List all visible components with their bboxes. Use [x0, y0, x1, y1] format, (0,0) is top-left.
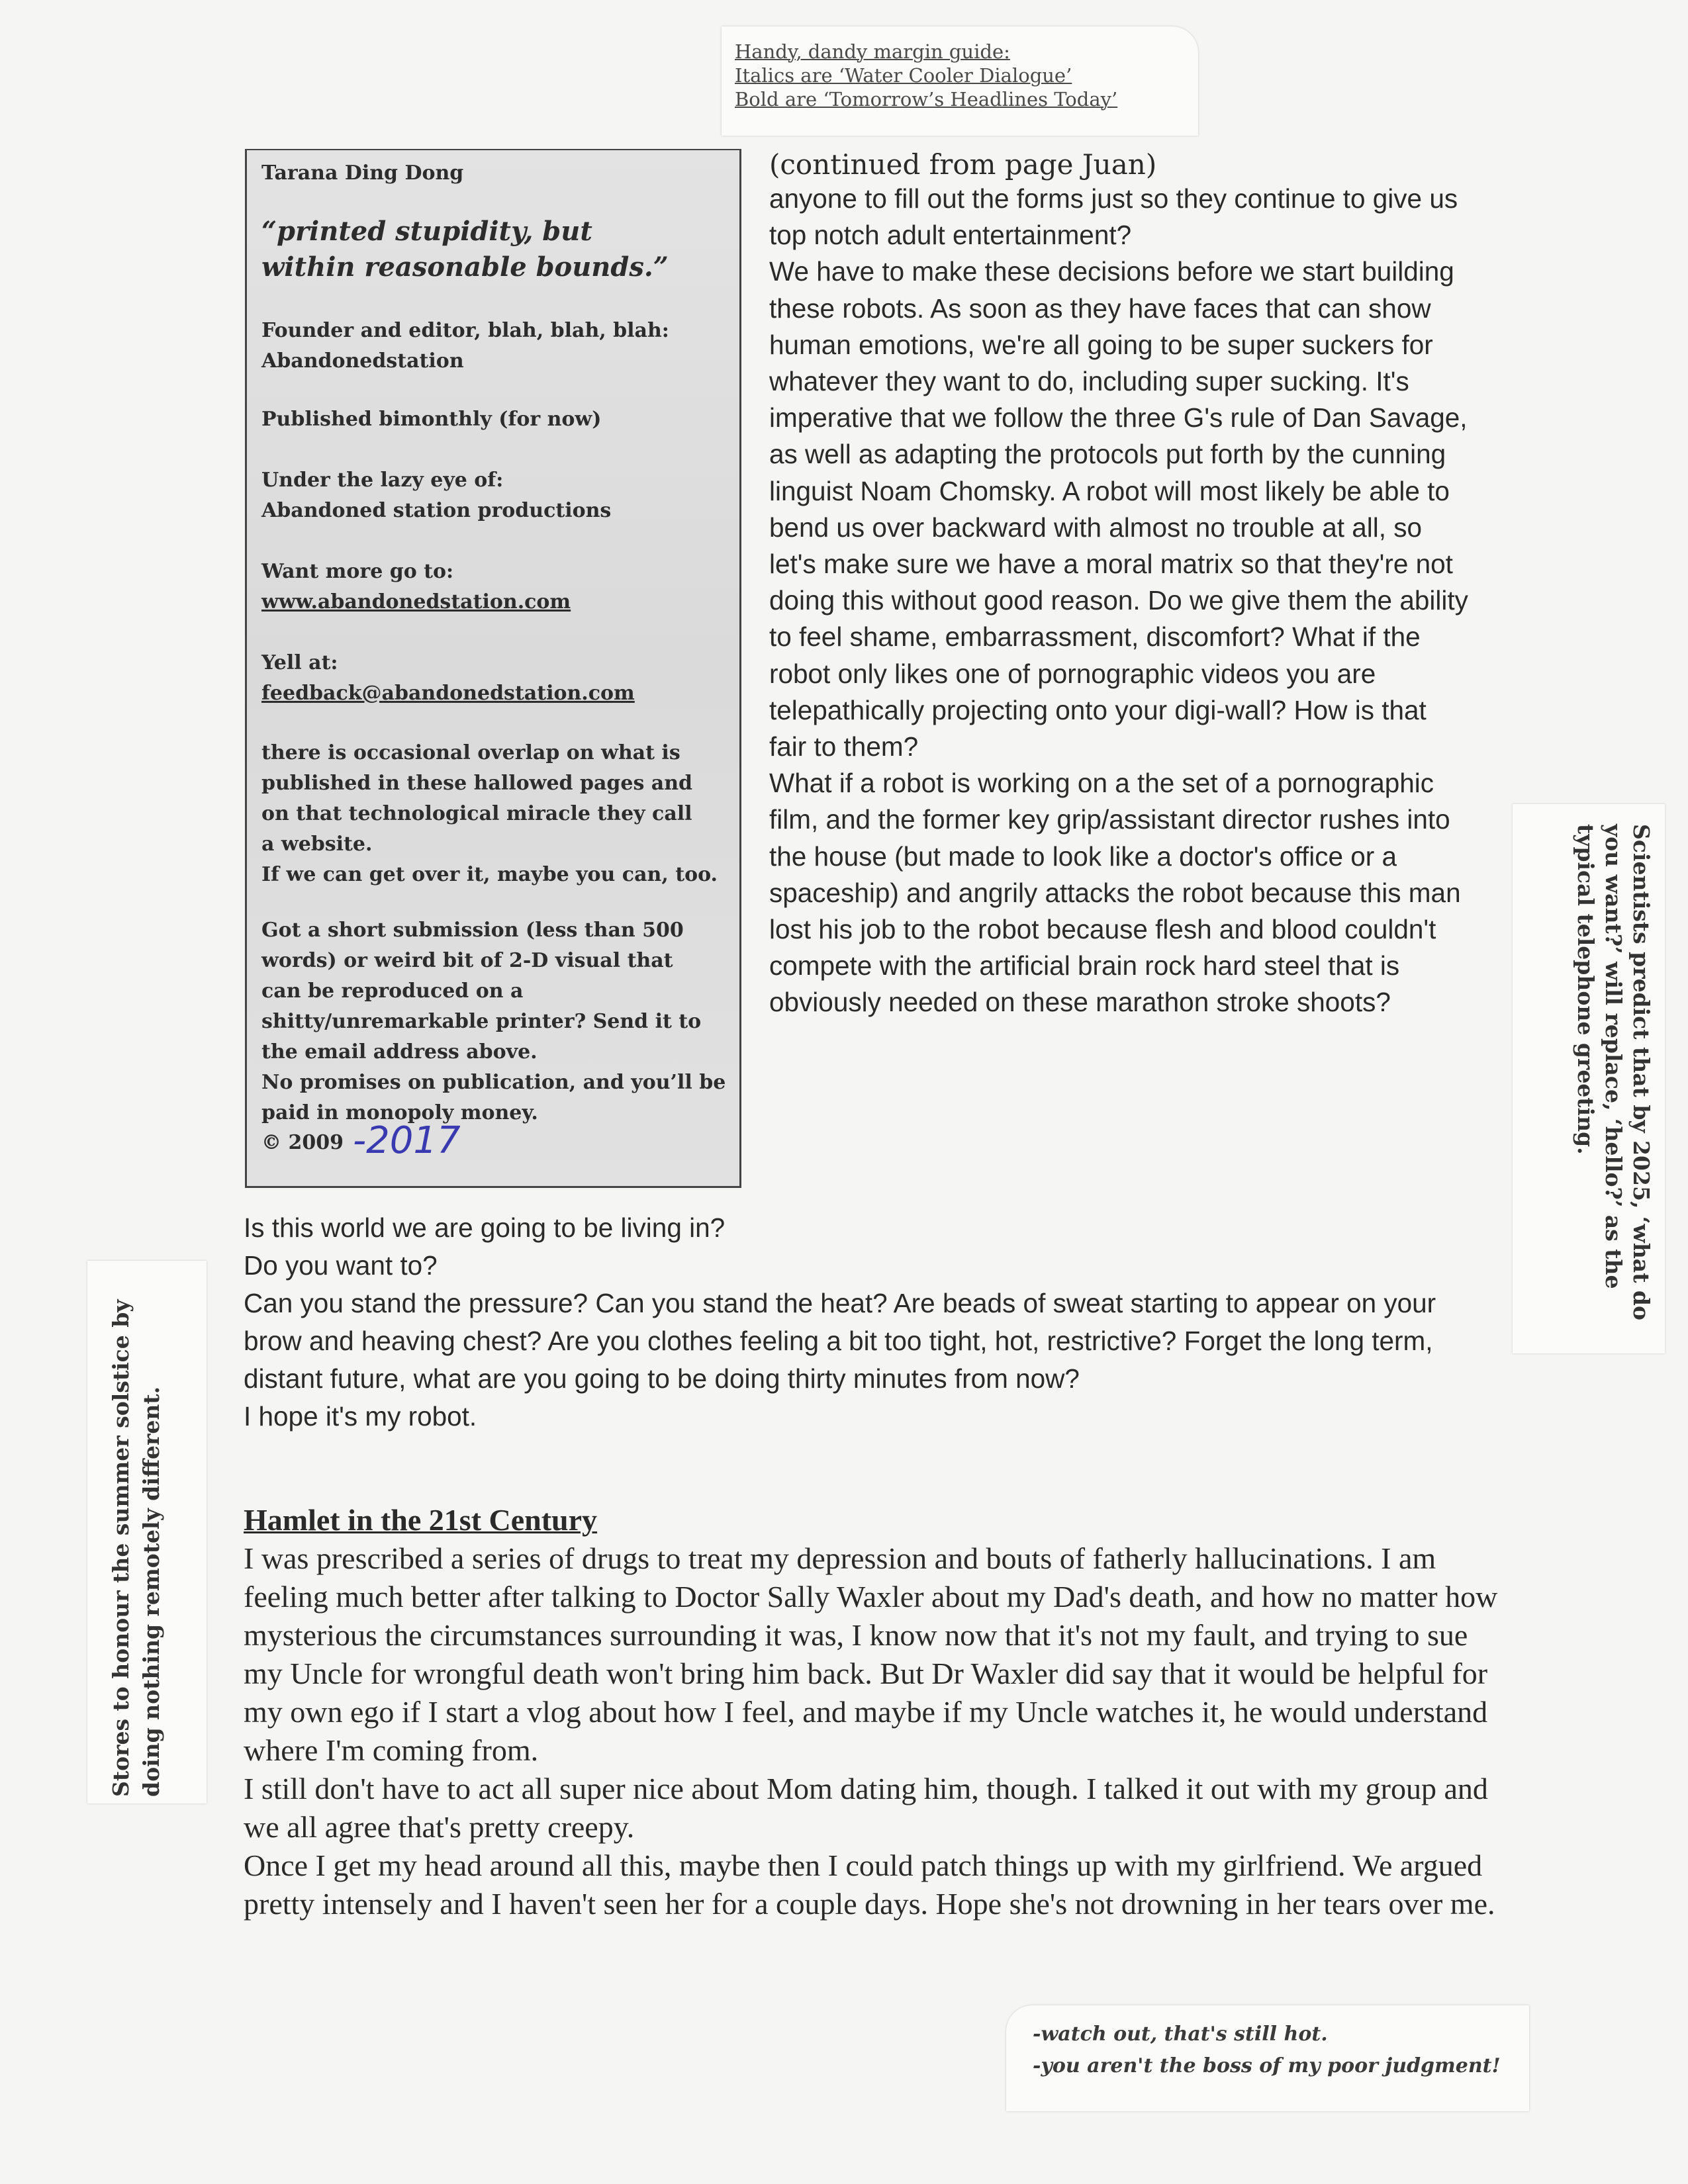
article-column	[769, 149, 1471, 1021]
continued-note: (continued from page Juan)	[769, 148, 1157, 181]
lazy-eye-name: Abandoned station productions	[261, 499, 612, 522]
quote-line-2: -you aren't the boss of my poor judgment!	[1033, 2054, 1501, 2077]
column-paragraph-1: anyone to fill out the forms just so they continue to give us top notch adult entertainment?	[769, 183, 1458, 251]
founder-block	[261, 316, 733, 377]
margin-guide-title: Handy, dandy margin guide:	[735, 40, 1010, 63]
submission-line: words) or weird bit of 2-D visual that	[261, 949, 673, 972]
margin-guide-italics: Italics are ‘Water Cooler Dialogue’	[735, 64, 1072, 87]
quote-line-1: -watch out, that's still hot.	[1033, 2023, 1328, 2046]
tagline-line-2: within reasonable bounds.”	[261, 251, 669, 283]
overlap-note	[261, 738, 733, 890]
copyright-line	[261, 1119, 733, 1162]
founder-name: Abandonedstation	[261, 349, 464, 373]
email-block	[261, 648, 733, 709]
submission-line: paid in monopoly money.	[261, 1101, 538, 1124]
overlap-line: a website.	[261, 833, 373, 856]
overlap-line: published in these hallowed pages and	[261, 772, 693, 795]
submission-line: Got a short submission (less than 500	[261, 919, 684, 942]
submission-note	[261, 915, 733, 1128]
lazy-eye-label: Under the lazy eye of:	[261, 469, 504, 492]
hamlet-article	[244, 1501, 1501, 1923]
masthead-title: Tarana Ding Dong	[261, 161, 464, 185]
handwritten-year: -2017	[352, 1119, 461, 1162]
column-paragraph-2: We have to make these decisions before we start building these robots. As soon as they have faces that can show human emotions, we're all going to be super suckers for whatever they want to do, including super sucking. It's imperative that we follow the three G's rule of Dan Savage, as well as adapting the protocols put forth by the cunning linguist Noam Chomsky. A robot will most likely be able to bend us over backward with almost no trouble at all, so let's make sure we have a moral matrix so that they're not doing this without good reason. Do we give them the ability to feel shame, embarrassment, discomfort? What if the robot only likes one of pornographic videos you are telepathically projecting onto your digi-wall? How is that fair to them?	[769, 256, 1468, 762]
email-link[interactable]: feedback@abandonedstation.com	[261, 682, 635, 705]
tagline-line-1: “printed stupidity, but	[261, 216, 592, 247]
margin-guide-bold: Bold are ‘Tomorrow’s Headlines Today’	[735, 88, 1118, 111]
headline-right-text: Scientists predict that by 2025, ‘what do you want?’ will replace, ‘hello?’ as the typical telephone greeting.	[1573, 824, 1654, 1321]
hamlet-paragraph-1: I was prescribed a series of drugs to treat my depression and bouts of fatherly hallucinations. I am feeling much better after talking to Doctor Sally Waxler about my Dad's death, and how no matter how mysterious the circumstances surrounding it was, I know now that it's not my fault, and trying to sue my Uncle for wrongful death won't bring him back. But Dr Waxler did say that it would be helpful for my own ego if I start a vlog about how I feel, and maybe if my Uncle watches it, he would understand where I'm coming from.	[244, 1541, 1498, 1767]
article-body	[244, 1209, 1481, 1435]
body-closing: I hope it's my robot.	[244, 1401, 477, 1432]
founder-label: Founder and editor, blah, blah, blah:	[261, 319, 669, 342]
masthead-tagline	[261, 214, 733, 285]
water-cooler-quote	[1006, 2005, 1529, 2111]
lazy-eye-block	[261, 465, 733, 526]
body-line-2: Do you want to?	[244, 1250, 438, 1281]
column-paragraph-3: What if a robot is working on a the set of a pornographic film, and the former key grip/assistant director rushes into the house (but made to look like a doctor's office or a spaceship) and angrily attacks the robot because this man lost his job to the robot because flesh and blood couldn't compete with the artificial brain rock hard steel that is obviously needed on these marathon stroke shoots?	[769, 768, 1461, 1018]
email-label: Yell at:	[261, 651, 338, 674]
website-block	[261, 557, 733, 617]
copyright-text: © 2009	[261, 1131, 344, 1154]
submission-line: the email address above.	[261, 1040, 538, 1064]
submission-line: shitty/unremarkable printer? Send it to	[261, 1010, 702, 1033]
submission-line: No promises on publication, and you’ll be	[261, 1071, 726, 1094]
headline-strip-left	[87, 1261, 207, 1803]
overlap-line: on that technological miracle they call	[261, 802, 692, 825]
overlap-line: If we can get over it, maybe you can, too.	[261, 863, 718, 886]
overlap-line: there is occasional overlap on what is	[261, 741, 680, 764]
hamlet-heading: Hamlet in the 21st Century	[244, 1503, 598, 1537]
body-paragraph: Can you stand the pressure? Can you stand the heat? Are beads of sweat starting to appear on your brow and heaving chest? Are you clothes feeling a bit too tight, hot, restrictive? Forget the long term, distant future, what are you going to be doing thirty minutes from now?	[244, 1288, 1436, 1394]
submission-line: can be reproduced on a	[261, 979, 524, 1003]
margin-guide	[722, 26, 1198, 136]
website-link[interactable]: www.abandonedstation.com	[261, 590, 571, 614]
headline-strip-right	[1513, 804, 1665, 1353]
website-label: Want more go to:	[261, 560, 454, 583]
headline-left-text: Stores to honour the summer solstice by doing nothing remotely different.	[108, 1299, 164, 1797]
masthead-box	[245, 149, 741, 1188]
hamlet-paragraph-2: I still don't have to act all super nice about Mom dating him, though. I talked it out with my group and we all agree that's pretty creepy.	[244, 1772, 1488, 1844]
hamlet-paragraph-3: Once I get my head around all this, maybe then I could patch things up with my girlfriend. We argued pretty intensely and I haven't seen her for a couple days. Hope she's not drowning in her tears over me.	[244, 1848, 1495, 1921]
published-frequency: Published bimonthly (for now)	[261, 408, 602, 431]
body-line-1: Is this world we are going to be living in?	[244, 1212, 726, 1243]
